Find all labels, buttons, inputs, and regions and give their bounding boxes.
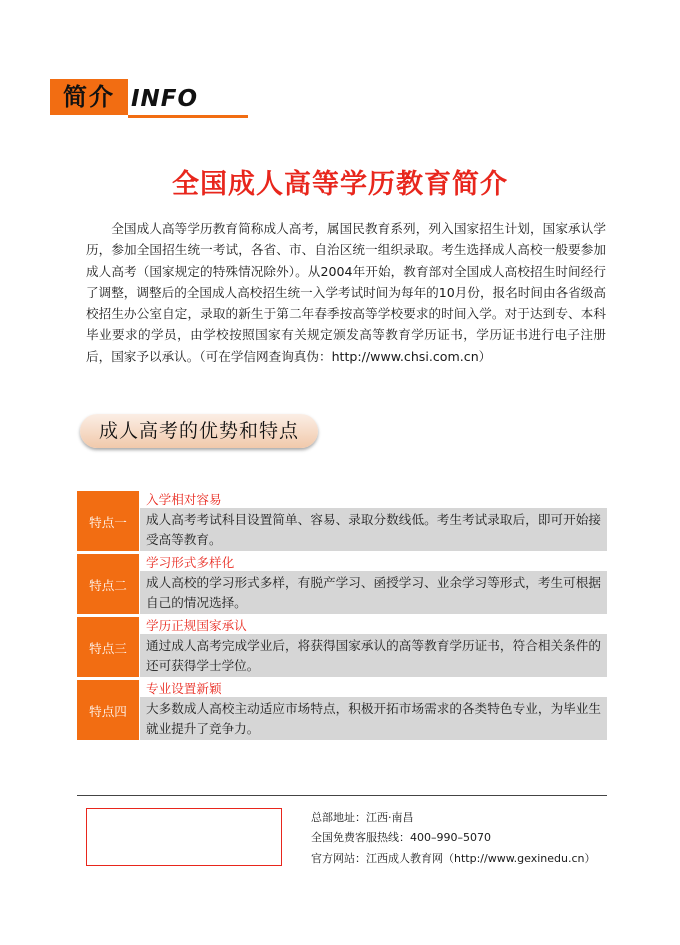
feature-text: 大多数成人高校主动适应市场特点，积极开拓市场需求的各类特色专业，为毕业生就业提升了竞争力。 (146, 701, 601, 736)
feature-heading: 学历正规国家承认 (140, 617, 607, 634)
section-title: 成人高考的优势和特点 (80, 414, 318, 448)
feature-row (77, 554, 607, 614)
feature-label: 特点二 (77, 554, 139, 614)
header-badge: 简介 (50, 79, 128, 115)
feature-label: 特点四 (77, 680, 139, 740)
footer-hotline: 全国免费客服热线：400–990–5070 (311, 831, 491, 844)
feature-heading: 学习形式多样化 (140, 554, 607, 571)
feature-text: 通过成人高考完成学业后，将获得国家承认的高等教育学历证书，符合相关条件的还可获得学士学位。 (146, 638, 601, 673)
header-underline (128, 115, 248, 118)
feature-row (77, 491, 607, 551)
feature-label: 特点三 (77, 617, 139, 677)
feature-label: 特点一 (77, 491, 139, 551)
page-title: 全国成人高等学历教育简介 (172, 169, 508, 200)
footer-stamp-box (86, 808, 282, 866)
footer-divider (77, 795, 607, 796)
footer-website: 官方网站：江西成人教育网（http://www.gexinedu.cn） (311, 852, 596, 865)
feature-text: 成人高考考试科目设置简单、容易、录取分数线低。考生考试录取后，即可开始接受高等教育。 (146, 512, 601, 547)
intro-paragraph: 全国成人高等学历教育简称成人高考，属国民教育系列，列入国家招生计划，国家承认学历，参加全国招生统一考试，各省、市、自治区统一组织录取。考生选择成人高校一般要参加成人高考（国家规定的特殊情况除外）。从2004年开始，教育部对全国成人高校招生时间经行了调整，调整后的全国成人高校招生统一入学考试时间为每年的10月份，报名时间由各省级高校招生办公室自定，录取的新生于第二年春季按高等学校要求的时间入学。对于达到专、本科毕业要求的学员，由学校按照国家有关规定颁发高等教育学历证书，学历证书进行电子注册后，国家予以承认。（可在学信网查询真伪：http://www.chsi.com.cn） (86, 221, 606, 364)
feature-heading: 入学相对容易 (140, 491, 607, 508)
feature-text: 成人高校的学习形式多样，有脱产学习、函授学习、业余学习等形式，考生可根据自己的情况选择。 (146, 575, 601, 610)
feature-row (77, 617, 607, 677)
header-english-label: INFO (131, 86, 199, 112)
feature-heading: 专业设置新颖 (140, 680, 607, 697)
footer-address: 总部地址：江西·南昌 (311, 811, 414, 824)
feature-row (77, 680, 607, 740)
